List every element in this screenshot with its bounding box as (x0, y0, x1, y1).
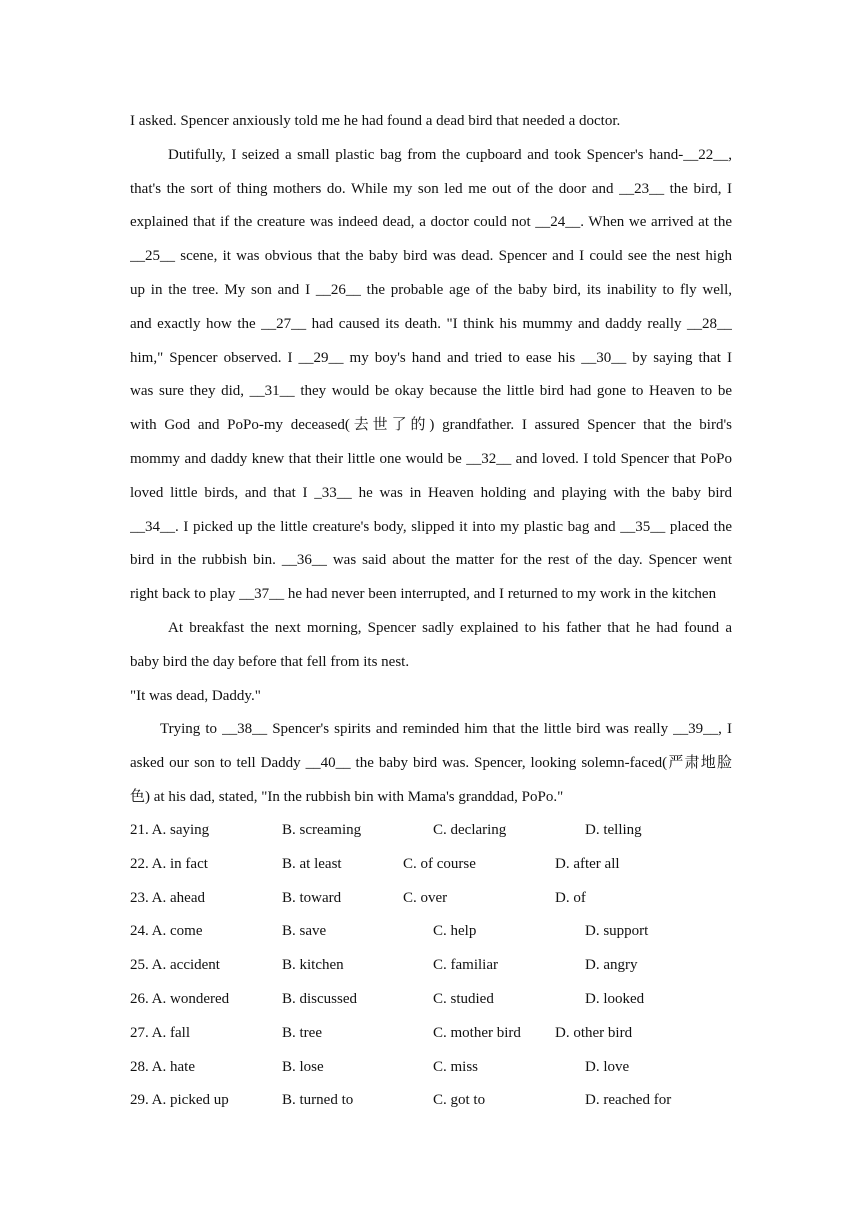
option-c: C. of course (403, 855, 476, 872)
option-row (130, 1051, 732, 1085)
option-c: C. miss (433, 1058, 479, 1075)
option-a: 24. A. come (130, 923, 203, 940)
passage (130, 105, 732, 815)
passage-line: baby bird the day before that fell from its nest. (130, 653, 410, 670)
passage-line: bird in the rubbish bin. __36__ was said about the matter for the rest of the day. Spencer went (130, 552, 732, 569)
passage-line: that's the sort of thing mothers do. While my son led me out of the door and __23__ the bird, I (130, 180, 732, 197)
option-c: C. got to (433, 1092, 486, 1109)
passage-line: Trying to __38__ Spencer's spirits and reminded him that the little bird was really __39__, I (160, 721, 732, 738)
passage-line: "It was dead, Daddy." (130, 687, 261, 704)
option-c: C. mother bird (433, 1024, 521, 1041)
passage-line: him," Spencer observed. I __29__ my boy's hand and tried to ease his __30__ by saying that I (130, 349, 732, 366)
passage-line: Dutifully, I seized a small plastic bag from the cupboard and took Spencer's hand-__22__, (168, 146, 732, 163)
option-b: B. tree (282, 1024, 322, 1041)
option-b: B. screaming (282, 822, 362, 838)
option-c: C. studied (433, 990, 494, 1007)
option-b: B. discussed (282, 990, 357, 1007)
option-d: D. angry (585, 957, 638, 974)
option-b: B. at least (282, 855, 342, 872)
option-row (130, 814, 732, 848)
option-d: D. looked (585, 990, 645, 1007)
option-c: C. help (433, 923, 477, 940)
option-d: D. support (585, 923, 649, 940)
option-a: 27. A. fall (130, 1024, 190, 1041)
passage-line: asked our son to tell Daddy __40__ the baby bird was. Spencer, looking solemn-faced(严肃地脸 (130, 755, 732, 772)
passage-line: with God and PoPo-my deceased(去世了的) grandfather. I assured Spencer that the bird's (130, 417, 732, 434)
option-d: D. of (555, 889, 586, 906)
option-row (130, 882, 732, 916)
passage-line: right back to play __37__ he had never been interrupted, and I returned to my work in the kitchen (130, 586, 717, 603)
option-row (130, 1084, 732, 1118)
passage-line: At breakfast the next morning, Spencer sadly explained to his father that he had found a (168, 619, 732, 636)
answer-options (130, 814, 732, 1118)
passage-line: 色) at his dad, stated, "In the rubbish bin with Mama's granddad, PoPo." (130, 788, 564, 805)
option-row (130, 1017, 732, 1051)
option-b: B. save (282, 923, 327, 940)
option-a: 29. A. picked up (130, 1092, 229, 1109)
option-row (130, 983, 732, 1017)
option-a: 23. A. ahead (130, 889, 205, 906)
option-d: D. love (585, 1058, 630, 1075)
option-a: 26. A. wondered (130, 990, 230, 1007)
option-a: 28. A. hate (130, 1058, 195, 1075)
option-b: B. toward (282, 889, 342, 906)
option-row (130, 949, 732, 983)
passage-line: __25__ scene, it was obvious that the baby bird was dead. Spencer and I could see the nest high (130, 248, 732, 265)
option-b: B. kitchen (282, 957, 344, 974)
option-a: 21. A. saying (130, 822, 210, 838)
option-row (130, 848, 732, 882)
option-c: C. over (403, 889, 448, 906)
option-a: 22. A. in fact (130, 855, 208, 872)
passage-line: and exactly how the __27__ had caused its death. "I think his mummy and daddy really __28__ (130, 315, 732, 332)
passage-line: __34__. I picked up the little creature's body, slipped it into my plastic bag and __35__ placed the (130, 518, 732, 535)
passage-line: up in the tree. My son and I __26__ the probable age of the baby bird, its inability to fly well, (130, 281, 732, 298)
passage-line: mommy and daddy knew that their little one would be __32__ and loved. I told Spencer that PoPo (130, 450, 732, 467)
option-d: D. telling (585, 822, 642, 838)
option-b: B. turned to (282, 1092, 354, 1109)
passage-line: was sure they did, __31__ they would be okay because the little bird had gone to Heaven to be (130, 383, 732, 400)
option-c: C. declaring (433, 822, 507, 838)
option-d: D. other bird (555, 1024, 633, 1041)
option-c: C. familiar (433, 957, 498, 974)
option-a: 25. A. accident (130, 957, 220, 974)
option-d: D. after all (555, 855, 620, 872)
option-d: D. reached for (585, 1092, 672, 1109)
passage-line: explained that if the creature was indeed dead, a doctor could not __24__. When we arrived at the (130, 214, 732, 231)
option-b: B. lose (282, 1058, 324, 1075)
passage-line: I asked. Spencer anxiously told me he had found a dead bird that needed a doctor. (130, 113, 621, 129)
option-row (130, 915, 732, 949)
passage-line: loved little birds, and that I _33__ he was in Heaven holding and playing with the baby bird (130, 484, 732, 501)
